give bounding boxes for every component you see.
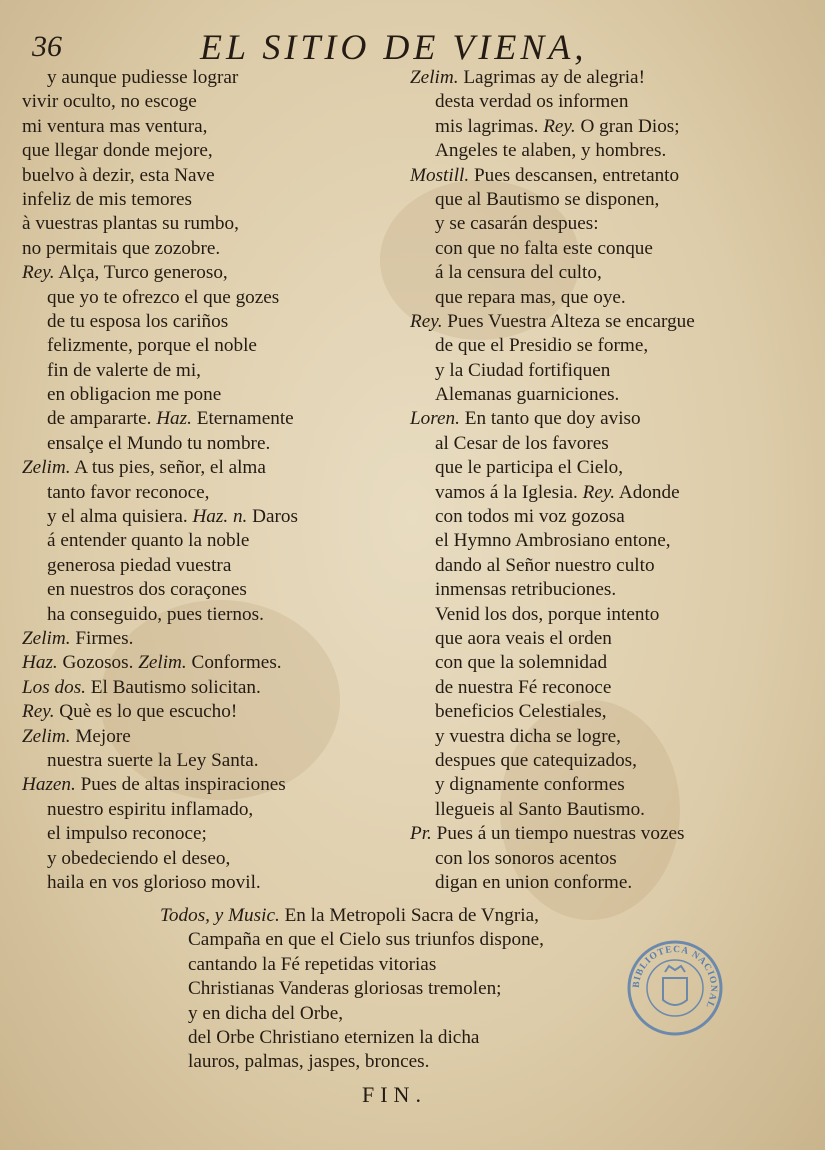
- verse-text: en nuestros dos coraçones: [47, 579, 247, 601]
- verse-line: [22, 310, 402, 334]
- verse-line: [410, 212, 810, 236]
- verse-text: O gran Dios;: [580, 115, 680, 137]
- speaker-name: Hazen.: [22, 774, 76, 796]
- verse-text: Conformes.: [191, 652, 282, 674]
- verse-line: [410, 773, 810, 797]
- verse-line: [410, 554, 810, 578]
- verse-text: Pues á un tiempo nuestras vozes: [436, 823, 685, 845]
- verse-line: [410, 66, 810, 90]
- verse-text: haila en vos glorioso movil.: [47, 871, 261, 893]
- verse-text: y aunque pudiesse lograr: [47, 67, 239, 88]
- verse-text: cantando la Fé repetidas vitorias: [188, 953, 437, 975]
- verse-text: ensalçe el Mundo tu nombre.: [47, 432, 271, 454]
- verse-line: [410, 310, 810, 334]
- verse-text: vamos á la Iglesia.: [435, 481, 578, 503]
- verse-line: [22, 90, 402, 114]
- verse-text: lauros, palmas, jaspes, bronces.: [188, 1051, 430, 1073]
- verse-line: [22, 481, 402, 505]
- verse-line: [410, 847, 810, 871]
- speaker-name: Zelim.: [22, 725, 71, 747]
- verse-text: de que el Presidio se forme,: [435, 335, 649, 357]
- verse-text: no permitais que zozobre.: [22, 237, 221, 259]
- verse-line: [22, 164, 402, 188]
- verse-line: [410, 627, 810, 651]
- verse-text: mi ventura mas ventura,: [22, 115, 208, 137]
- verse-text: En la Metropoli Sacra de Vngria,: [284, 905, 539, 926]
- verse-text: Angeles te alaben, y hombres.: [435, 140, 667, 162]
- speaker-name: Loren.: [410, 408, 460, 430]
- verse-line: [22, 627, 402, 651]
- verse-text: dando al Señor nuestro culto: [435, 554, 655, 576]
- verse-line: [22, 603, 402, 627]
- verse-line: [410, 725, 810, 749]
- verse-text: vivir oculto, no escoge: [22, 91, 197, 113]
- speaker-name: Mostill.: [410, 164, 470, 186]
- verse-text: y vuestra dicha se logre,: [435, 725, 621, 747]
- verse-text: generosa piedad vuestra: [47, 554, 232, 576]
- verse-line: [410, 188, 810, 212]
- speaker-name: Todos, y Music.: [160, 905, 280, 926]
- verse-line: [410, 407, 810, 431]
- verse-text: buelvo à dezir, esta Nave: [22, 164, 215, 186]
- verse-text: el impulso reconoce;: [47, 823, 207, 845]
- verse-text: que al Bautismo se disponen,: [435, 188, 660, 210]
- verse-line: [22, 505, 402, 529]
- verse-text: tanto favor reconoce,: [47, 481, 210, 503]
- verse-text: Pues descansen, entretanto: [473, 164, 680, 186]
- verse-line: [160, 1050, 780, 1074]
- speaker-name: Rey.: [582, 481, 616, 503]
- speaker-name: Rey.: [410, 310, 443, 332]
- verse-text: inmensas retribuciones.: [435, 579, 617, 601]
- verse-text: Alça, Turco generoso,: [58, 262, 228, 284]
- verse-line: [22, 383, 402, 407]
- verse-line: [22, 847, 402, 871]
- verse-text: Què es lo que escucho!: [59, 701, 238, 723]
- verse-text: que repara mas, que oye.: [435, 286, 626, 308]
- verse-text: de nuestra Fé reconoce: [435, 676, 612, 698]
- right-column: [410, 66, 810, 895]
- verse-line: [410, 603, 810, 627]
- verse-line: [22, 700, 402, 724]
- verse-text: desta verdad os informen: [435, 91, 629, 113]
- verse-text: Pues de altas inspiraciones: [80, 774, 286, 796]
- verse-text: con que la solemnidad: [435, 652, 608, 674]
- verse-text: del Orbe Christiano eternizen la dicha: [188, 1026, 480, 1048]
- verse-line: [22, 676, 402, 700]
- speaker-name: Pr.: [410, 823, 432, 845]
- verse-text: mis lagrimas.: [435, 115, 539, 137]
- speaker-name: Haz.: [156, 408, 192, 430]
- verse-text: y en dicha del Orbe,: [188, 1002, 344, 1024]
- verse-line: [22, 871, 402, 895]
- speaker-name: Haz. n.: [192, 506, 248, 528]
- verse-line: [22, 286, 402, 310]
- speaker-name: Zelim.: [22, 457, 71, 479]
- verse-text: y se casarán despues:: [435, 213, 599, 235]
- verse-line: [410, 237, 810, 261]
- verse-text: Pues Vuestra Alteza se encargue: [447, 310, 695, 332]
- verse-text: y dignamente conformes: [435, 774, 625, 796]
- verse-line: [22, 822, 402, 846]
- speaker-name: Los dos.: [22, 676, 86, 698]
- verse-line: [22, 554, 402, 578]
- verse-line: [410, 676, 810, 700]
- verse-text: En tanto que doy aviso: [464, 408, 641, 430]
- verse-line: [160, 904, 780, 928]
- stamp-text: BIBLIOTECA NACIONAL: [631, 944, 719, 1011]
- speaker-name: Zelim.: [138, 652, 187, 674]
- verse-text: A tus pies, señor, el alma: [74, 457, 266, 479]
- verse-line: [22, 261, 402, 285]
- verse-text: Firmes.: [75, 627, 134, 649]
- verse-line: [410, 798, 810, 822]
- verse-line: [410, 871, 810, 895]
- speaker-name: Rey.: [543, 115, 576, 137]
- verse-text: Daros: [252, 506, 298, 528]
- verse-line: [22, 651, 402, 675]
- verse-line: [410, 139, 810, 163]
- verse-line: [22, 773, 402, 797]
- verse-line: [22, 529, 402, 553]
- verse-text: Lagrimas ay de alegria!: [463, 67, 645, 88]
- verse-line: [410, 164, 810, 188]
- verse-text: y el alma quisiera.: [47, 506, 188, 528]
- speaker-name: Rey.: [22, 701, 55, 723]
- verse-text: á entender quanto la noble: [47, 530, 250, 552]
- verse-text: que yo te ofrezco el que gozes: [47, 286, 280, 308]
- verse-line: [410, 359, 810, 383]
- page-number: 36: [32, 30, 62, 63]
- verse-text: Gozosos.: [62, 652, 134, 674]
- verse-line: [410, 700, 810, 724]
- verse-line: [22, 432, 402, 456]
- verse-text: Eternamente: [196, 408, 294, 430]
- verse-text: Campaña en que el Cielo sus triunfos dispone,: [188, 929, 544, 951]
- verse-text: à vuestras plantas su rumbo,: [22, 213, 239, 235]
- verse-line: [410, 578, 810, 602]
- verse-text: infeliz de mis temores: [22, 188, 192, 210]
- verse-text: Alemanas guarniciones.: [435, 384, 620, 406]
- verse-text: felizmente, porque el noble: [47, 335, 257, 357]
- verse-line: [22, 66, 402, 90]
- verse-line: [22, 798, 402, 822]
- verse-text: nuestra suerte la Ley Santa.: [47, 749, 259, 771]
- verse-text: que aora veais el orden: [435, 627, 612, 649]
- verse-text: despues que catequizados,: [435, 749, 637, 771]
- verse-line: [22, 334, 402, 358]
- verse-text: y obedeciendo el deseo,: [47, 847, 231, 869]
- verse-text: al Cesar de los favores: [435, 432, 609, 454]
- speaker-name: Zelim.: [22, 627, 71, 649]
- library-stamp: [625, 938, 725, 1038]
- verse-line: [410, 456, 810, 480]
- verse-text: en obligacion me pone: [47, 384, 222, 406]
- verse-line: [410, 115, 810, 139]
- verse-text: nuestro espiritu inflamado,: [47, 798, 254, 820]
- speaker-name: Zelim.: [410, 67, 459, 88]
- verse-line: [410, 261, 810, 285]
- verse-text: digan en union conforme.: [435, 871, 633, 893]
- verse-line: [410, 749, 810, 773]
- fin-label: FIN.: [362, 1082, 427, 1107]
- verse-line: [22, 237, 402, 261]
- verse-line: [410, 432, 810, 456]
- verse-line: [22, 725, 402, 749]
- verse-line: [22, 139, 402, 163]
- verse-line: [22, 359, 402, 383]
- verse-line: [410, 334, 810, 358]
- verse-line: [22, 212, 402, 236]
- verse-line: [410, 286, 810, 310]
- verse-line: [410, 90, 810, 114]
- speaker-name: Haz.: [22, 652, 58, 674]
- verse-line: [22, 749, 402, 773]
- verse-line: [22, 578, 402, 602]
- verse-text: con que no falta este conque: [435, 237, 653, 259]
- verse-text: Adonde: [618, 481, 680, 503]
- verse-text: que le participa el Cielo,: [435, 457, 624, 479]
- verse-text: Venid los dos, porque intento: [435, 603, 660, 625]
- speaker-name: Rey.: [22, 262, 55, 284]
- verse-text: El Bautismo solicitan.: [90, 676, 261, 698]
- verse-text: Mejore: [75, 725, 131, 747]
- verse-line: [22, 407, 402, 431]
- left-column: [22, 66, 402, 895]
- verse-text: á la censura del culto,: [435, 262, 602, 284]
- verse-line: [410, 505, 810, 529]
- verse-line: [410, 383, 810, 407]
- verse-line: [410, 529, 810, 553]
- verse-text: y la Ciudad fortifiquen: [435, 359, 611, 381]
- page-header: [0, 24, 825, 70]
- verse-line: [410, 481, 810, 505]
- verse-text: beneficios Celestiales,: [435, 701, 607, 723]
- verse-line: [22, 456, 402, 480]
- verse-text: fin de valerte de mi,: [47, 359, 201, 381]
- verse-text: ha conseguido, pues tiernos.: [47, 603, 264, 625]
- verse-text: de tu esposa los cariños: [47, 310, 229, 332]
- verse-text: de ampararte.: [47, 408, 152, 430]
- verse-line: [22, 188, 402, 212]
- verse-text: el Hymno Ambrosiano entone,: [435, 530, 671, 552]
- verse-line: [22, 115, 402, 139]
- verse-text: con todos mi voz gozosa: [435, 506, 625, 528]
- verse-line: [410, 822, 810, 846]
- verse-text: llegueis al Santo Bautismo.: [435, 798, 645, 820]
- verse-line: [410, 651, 810, 675]
- running-title: EL SITIO DE VIENA,: [200, 27, 588, 67]
- verse-text: que llegar donde mejore,: [22, 140, 213, 162]
- verse-text: con los sonoros acentos: [435, 847, 617, 869]
- verse-text: Christianas Vanderas gloriosas tremolen;: [188, 978, 502, 1000]
